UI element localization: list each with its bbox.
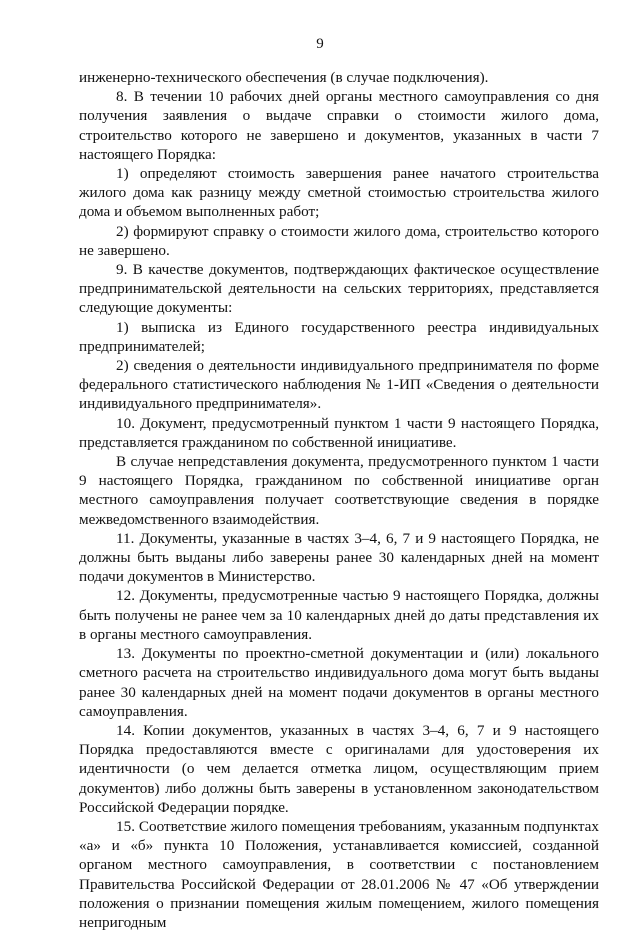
paragraph-section-10: 10. Документ, предусмотренный пунктом 1 части 9 настоящего Порядка, представляется гражданином по собственной инициативе. (79, 414, 599, 451)
paragraph-section-9-item-2: 2) сведения о деятельности индивидуального предпринимателя по форме федерального статистического наблюдения № 1-ИП «Сведения о деятельности индивидуального предпринимателя». (79, 357, 599, 413)
paragraph-section-13: 13. Документы по проектно-сметной документации и (или) локального сметного расчета на строительство индивидуального дома могут быть выданы ранее 30 календарных дней на момент подачи документов в органы местного самоуправления. (79, 645, 599, 720)
paragraph-section-9-item-1: 1) выписка из Единого государственного реестра индивидуальных предпринимателей; (79, 318, 599, 355)
paragraph-section-15: 15. Соответствие жилого помещения требованиям, указанным подпунктах «а» и «б» пункта 10 Положения, устанавливается комиссией, созданной органом местного самоуправления, в соответствии с постановлением Правительства Российской Федерации от 28.01.2006 № 47 «Об утверждении положения о признании помещения жилым помещением, жилого помещения непригодным (79, 817, 599, 931)
paragraph-section-12: 12. Документы, предусмотренные частью 9 настоящего Порядка, должны быть получены не ранее чем за 10 календарных дней до даты представления их в органы местного самоуправления. (79, 587, 599, 643)
paragraph-section-8: 8. В течении 10 рабочих дней органы местного самоуправления со дня получения заявления о выдаче справки о стоимости жилого дома, строительство которого не завершено и документов, указанных в части 7 настоящего Порядка: (79, 88, 599, 163)
paragraph-section-11: 11. Документы, указанные в частях 3–4, 6, 7 и 9 настоящего Порядка, не должны быть выданы либо заверены ранее 30 календарных дней на момент подачи документов в Министерство. (79, 529, 599, 586)
paragraph-continuation: инженерно-технического обеспечения (в случае подключения). (79, 69, 489, 86)
paragraph-section-8-item-1: 1) определяют стоимость завершения ранее начатого строительства жилого дома как разницу между сметной стоимостью строительства жилого дома и объемом выполненных работ; (79, 165, 599, 221)
paragraph-section-9: 9. В качестве документов, подтверждающих фактическое осуществление предпринимательской деятельности на сельских территориях, представляется следующие документы: (79, 261, 599, 317)
paragraph-section-10-continued: В случае непредставления документа, предусмотренного пунктом 1 части 9 настоящего Порядка, гражданином по собственной инициативе орган местного самоуправления получает соответствующие сведения в порядке межведомственного взаимодействия. (79, 453, 599, 528)
paragraph-section-8-item-2: 2) формируют справку о стоимости жилого дома, строительство которого не завершено. (79, 222, 599, 259)
paragraph-section-14: 14. Копии документов, указанных в частях 3–4, 6, 7 и 9 настоящего Порядка предоставляются вместе с оригиналами для удостоверения их идентичности (о чем делается отметка лицом, осуществляющим прием документов) либо должны быть заверены в установленном законодательством Российской Федерации порядке. (79, 721, 599, 816)
document-body (79, 68, 599, 932)
page-number: 9 (316, 36, 324, 52)
